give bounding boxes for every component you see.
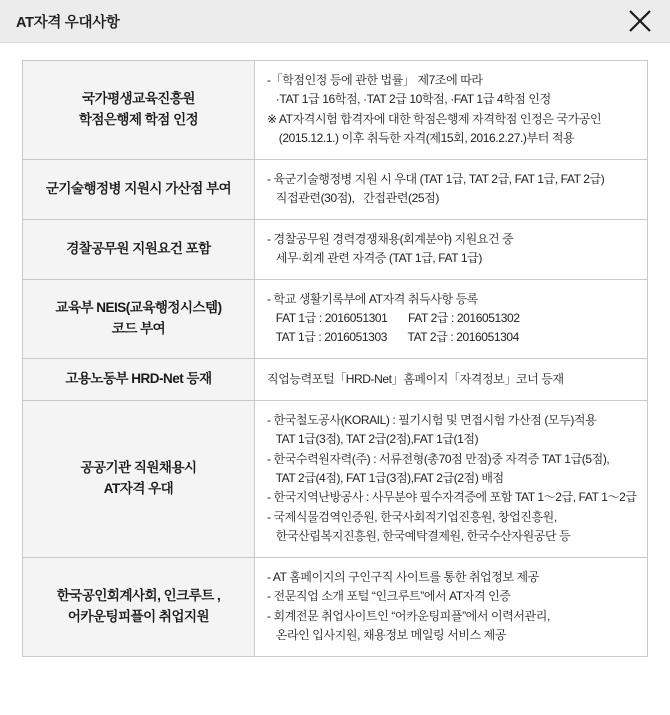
row-label-line: 국가평생교육진흥원 xyxy=(82,90,195,106)
row-desc-cell xyxy=(255,358,648,400)
dialog-titlebar xyxy=(0,0,670,43)
row-label-cell xyxy=(23,159,255,219)
benefits-table xyxy=(22,60,648,657)
row-label-cell xyxy=(23,557,255,656)
table-row xyxy=(23,358,648,400)
desc-line: ·TAT 1급 16학점, ·TAT 2급 10학점, ·FAT 1급 4학점 인정 xyxy=(267,92,551,107)
desc-line: 온라인 입사지원, 채용정보 메일링 서비스 제공 xyxy=(267,628,507,643)
desc-line: 직접관련(30점), 간접관련(25점) xyxy=(267,191,439,206)
row-label-line: 경찰공무원 지원요건 포함 xyxy=(66,240,211,256)
row-desc-cell xyxy=(255,557,648,656)
desc-line: ※ AT자격시험 합격자에 대한 학점은행제 자격학점 인정은 국가공인 xyxy=(267,111,602,126)
desc-line: 직업능력포털「HRD-Net」홈페이지「자격정보」코너 등재 xyxy=(267,371,564,386)
row-label-line: 코드 부여 xyxy=(111,320,166,336)
desc-line: (2015.12.1.) 이후 취득한 자격(제15회, 2016.2.27.)부터 적용 xyxy=(267,131,575,146)
row-label-line: AT자격 우대 xyxy=(103,480,174,496)
desc-line: 세무·회계 관련 자격증 (TAT 1급, FAT 1급) xyxy=(267,251,482,266)
row-desc-cell xyxy=(255,219,648,279)
desc-line: TAT 1급(3점), TAT 2급(2점),FAT 1급(1점) xyxy=(267,432,479,447)
close-icon[interactable] xyxy=(624,5,656,37)
row-label-line: 교육부 NEIS(교육행정시스템) xyxy=(55,299,222,315)
desc-line: -「학점인정 등에 관한 법률」 제7조에 따라 xyxy=(267,73,483,87)
desc-line: - 회계전문 취업사이트인 “어카운팅피플”에서 이력서관리, xyxy=(267,608,550,623)
row-label-line: 공공기관 직원채용시 xyxy=(80,459,197,475)
table-row xyxy=(23,61,648,160)
desc-line: FAT 1급 : 2016051301 FAT 2급 : 2016051302 xyxy=(267,310,520,325)
desc-line: 한국산림복지진흥원, 한국예탁결제원, 한국수산자원공단 등 xyxy=(267,529,571,544)
row-label-line: 군기술행정병 지원시 가산점 부여 xyxy=(45,180,232,196)
desc-line: - 전문직업 소개 포털 “인크루트”에서 AT자격 인증 xyxy=(267,589,511,604)
dialog-title: AT자격 우대사항 xyxy=(16,14,120,31)
desc-line: TAT 2급(4점), FAT 1급(3점),FAT 2급(2점) 배점 xyxy=(267,471,504,486)
row-label-line: 학점은행제 학점 인정 xyxy=(78,111,199,127)
desc-line: - 한국철도공사(KORAIL) : 필기시험 및 면접시험 가산점 (모두)적용 xyxy=(267,412,597,427)
row-desc-cell xyxy=(255,400,648,557)
row-desc-cell xyxy=(255,61,648,160)
table-row xyxy=(23,557,648,656)
table-row xyxy=(23,400,648,557)
row-desc-cell xyxy=(255,279,648,358)
desc-line: - 육군기술행정병 지원 시 우대 (TAT 1급, TAT 2급, FAT 1급, FAT 2급) xyxy=(267,171,605,186)
benefits-table-body xyxy=(23,61,648,657)
desc-line: - 한국수력원자력(주) : 서류전형(총70점 만점)중 자격증 TAT 1급(5점), xyxy=(267,451,610,466)
row-desc-cell xyxy=(255,159,648,219)
desc-line: TAT 1급 : 2016051303 TAT 2급 : 2016051304 xyxy=(267,330,519,345)
desc-line: - 한국지역난방공사 : 사무분야 필수자격증에 포함 TAT 1～2급, FAT 1～2급 xyxy=(267,490,637,505)
row-label-cell xyxy=(23,61,255,160)
row-label-line: 고용노동부 HRD-Net 등재 xyxy=(65,370,212,386)
table-row xyxy=(23,159,648,219)
dialog-content xyxy=(0,43,670,657)
row-label-line: 한국공인회계사회, 인크루트 , xyxy=(56,587,221,603)
desc-line: - 경찰공무원 경력경쟁채용(회계분야) 지원요건 중 xyxy=(267,231,514,246)
row-label-cell xyxy=(23,358,255,400)
table-row xyxy=(23,279,648,358)
row-label-cell xyxy=(23,219,255,279)
row-label-cell xyxy=(23,279,255,358)
table-row xyxy=(23,219,648,279)
desc-line: - 국제식물검역인증원, 한국사회적기업진흥원, 창업진흥원, xyxy=(267,509,557,524)
row-label-cell xyxy=(23,400,255,557)
row-label-line: 어카운팅피플이 취업지원 xyxy=(67,608,210,624)
desc-line: - 학교 생활기록부에 AT자격 취득사항 등록 xyxy=(267,291,478,306)
desc-line: - AT 홈페이지의 구인구직 사이트를 통한 취업정보 제공 xyxy=(267,569,539,584)
